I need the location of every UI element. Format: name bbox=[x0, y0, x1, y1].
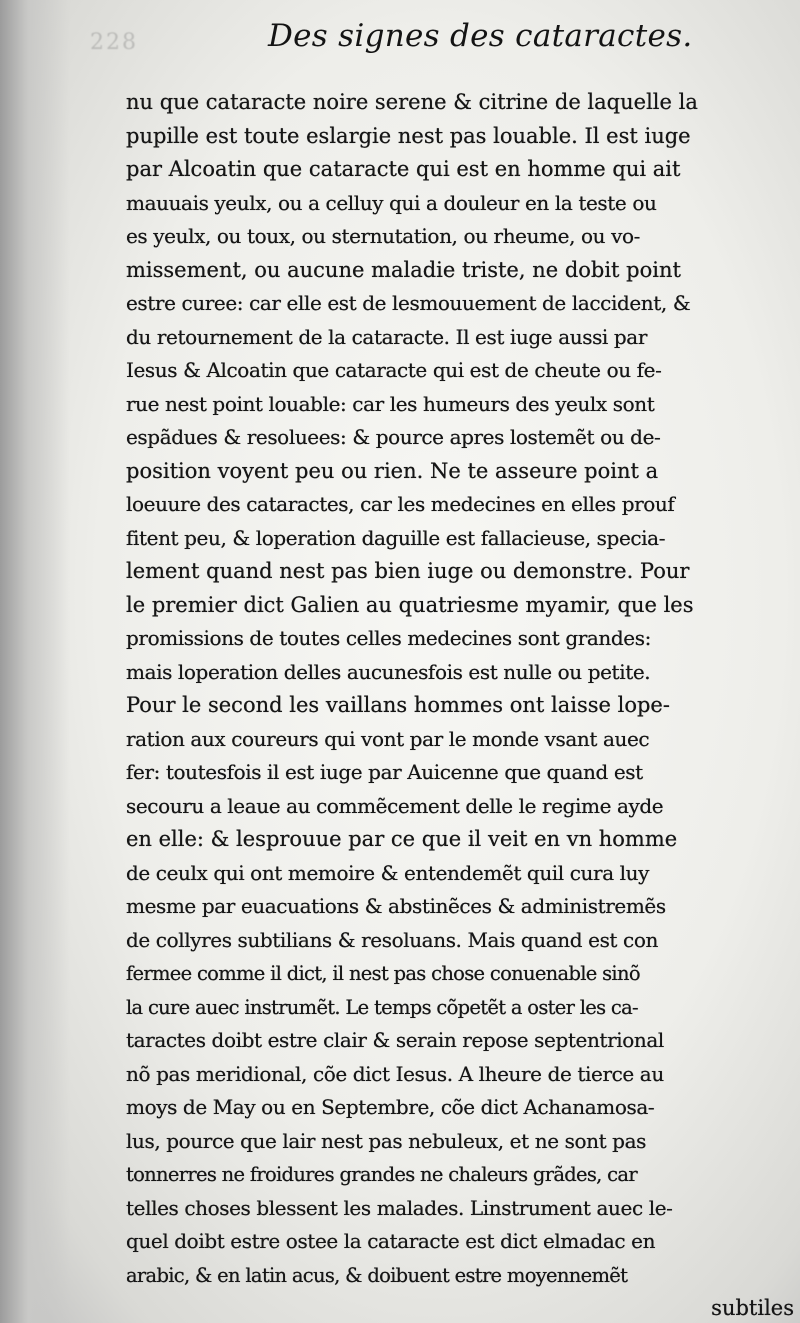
text-line: mauuais yeulx, ou a celluy qui a douleur en la teste ou bbox=[126, 190, 657, 215]
text-line: mais loperation delles aucunesfois est nulle ou petite. bbox=[126, 659, 651, 684]
text-line: par Alcoatin que cataracte qui est en homme qui ait bbox=[126, 157, 681, 181]
text-line: arabic, & en latin acus, & doibuent estre moyennemẽt bbox=[126, 1263, 628, 1287]
text-line: nõ pas meridional, cõe dict Iesus. A lheure de tierce au bbox=[126, 1061, 664, 1086]
page-text-block bbox=[126, 86, 798, 1323]
text-line: missement, ou aucune maladie triste, ne dobit point bbox=[126, 257, 681, 282]
text-line: tonnerres ne froidures grandes ne chaleurs grãdes, car bbox=[126, 1163, 637, 1186]
text-line: mesme par euacuations & abstinẽces & administremẽs bbox=[126, 894, 666, 918]
text-line: en elle: & lesprouue par ce que il veit en vn homme bbox=[126, 827, 678, 851]
text-line: estre curee: car elle est de lesmouuement de laccident, & bbox=[126, 291, 691, 315]
text-line: fer: toutesfois il est iuge par Auicenne que quand est bbox=[126, 760, 643, 784]
text-line: lement quand nest pas bien iuge ou demonstre. Pour bbox=[126, 559, 690, 583]
text-line: ration aux coureurs qui vont par le monde vsant auec bbox=[126, 726, 650, 751]
text-line: de ceulx qui ont memoire & entendemẽt quil cura luy bbox=[126, 860, 650, 885]
running-title: Des signes des cataractes. bbox=[268, 18, 693, 54]
text-line: Pour le second les vaillans hommes ont laisse lope- bbox=[126, 693, 670, 717]
text-line: pupille est toute eslargie nest pas louable. Il est iuge bbox=[126, 123, 691, 148]
text-line: espãdues & resoluees: & pource apres lostemẽt ou de- bbox=[126, 425, 661, 449]
text-line: fitent peu, & loperation daguille est fallacieuse, specia- bbox=[126, 525, 666, 550]
text-line: loeuure des cataractes, car les medecines en elles prouf bbox=[126, 492, 675, 516]
text-line: de collyres subtilians & resoluans. Mais quand est con bbox=[126, 927, 658, 952]
text-line: lus, pource que lair nest pas nebuleux, et ne sont pas bbox=[126, 1128, 646, 1153]
text-line: moys de May ou en Septembre, cõe dict Achanamosa- bbox=[126, 1095, 655, 1119]
text-line: la cure auec instrumẽt. Le temps cõpetẽt a oster les ca- bbox=[126, 995, 638, 1019]
text-line: du retournement de la cataracte. Il est iuge aussi par bbox=[126, 324, 647, 349]
text-line: promissions de toutes celles medecines sont grandes: bbox=[126, 626, 651, 650]
text-line: telles choses blessent les malades. Linstrument auec le- bbox=[126, 1195, 673, 1220]
text-line: le premier dict Galien au quatriesme myamir, que les bbox=[126, 592, 694, 617]
text-line: secouru a leaue au commẽcement delle le regime ayde bbox=[126, 793, 664, 818]
page-gutter-shadow bbox=[0, 0, 70, 1323]
text-line: fermee comme il dict, il nest pas chose conuenable sinõ bbox=[126, 962, 640, 985]
text-line: es yeulx, ou toux, ou sternutation, ou rheume, ou vo- bbox=[126, 224, 640, 248]
text-line: quel doibt estre ostee la cataracte est dict elmadac en bbox=[126, 1229, 656, 1253]
text-line: rue nest point louable: car les humeurs des yeulx sont bbox=[126, 391, 655, 416]
text-line: nu que cataracte noire serene & citrine de laquelle la bbox=[126, 90, 698, 114]
text-line: Iesus & Alcoatin que cataracte qui est de cheute ou fe- bbox=[126, 358, 662, 382]
text-line: taractes doibt estre clair & serain repose septentrional bbox=[126, 1028, 664, 1052]
catchword: subtiles bbox=[711, 1296, 794, 1320]
text-line: position voyent peu ou rien. Ne te asseure point a bbox=[126, 458, 659, 483]
show-through-page-number: 228 bbox=[90, 30, 138, 55]
